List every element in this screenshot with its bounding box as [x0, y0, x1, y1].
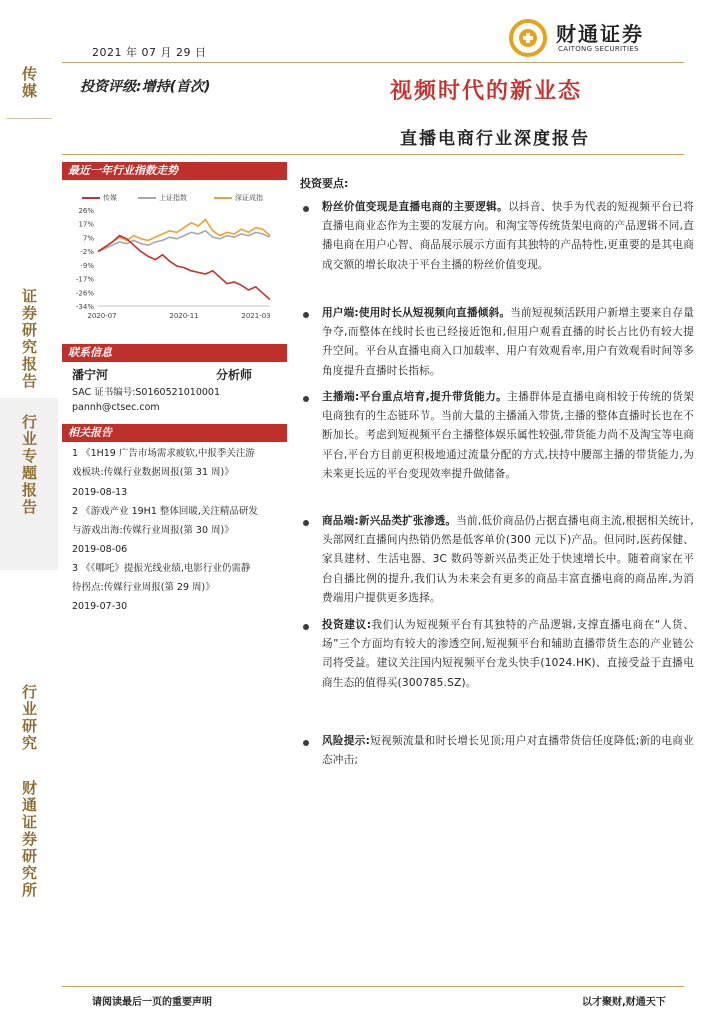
- investment-advice: [322, 616, 694, 693]
- key-point-2: [322, 304, 694, 381]
- logo-emblem-icon: [506, 18, 550, 58]
- bullet-dot-4: [303, 520, 309, 526]
- legend-label-shanghai: 上证指数: [159, 194, 187, 202]
- legend-item-shenzhen: [214, 193, 263, 203]
- key-point-4-lead: 商品端:新兴品类扩张渗透。: [322, 515, 457, 527]
- left-band-institute-label: 财通证券研究所: [20, 780, 38, 899]
- related-report-1-line1[interactable]: 1 《1H19 广告市场需求疲软,中报季关注游: [72, 448, 255, 459]
- left-band-industry-label: 传媒: [20, 66, 38, 100]
- related-report-1-date: 2019-08-13: [72, 487, 128, 498]
- legend-item-media: [82, 193, 117, 203]
- investment-advice-lead: 投资建议:: [322, 619, 372, 631]
- y-tick-label: -34%: [75, 303, 94, 311]
- investment-rating: 投资评级:增持(首次): [80, 79, 211, 95]
- key-point-1: [322, 198, 694, 275]
- y-tick-label: -17%: [75, 275, 94, 284]
- bullet-dot-2: [303, 312, 309, 318]
- key-point-3: [322, 388, 694, 484]
- bullet-dot-5: [303, 624, 309, 630]
- legend-swatch-media: [82, 197, 100, 199]
- company-logo: [500, 18, 700, 58]
- key-point-3-text: 主播群体是直播电商相较于传统的货架电商独有的生态链环节。当前大量的主播涌入带货,主播的整体直播时长也在不断加长。考虑到短视频平台主播整体娱乐属性较强,带货能力尚不及淘宝等电商平台,平台方目前更积极地通过流量分配的方式,扶持中腰部主播的带货能力,为未来更长远的平台变现效率提升做储备。: [322, 391, 694, 480]
- report-subtitle: 直播电商行业深度报告: [400, 129, 590, 149]
- related-report-3-line1[interactable]: 3 《《哪吒》提振光线业绩,电影行业仍需静: [72, 563, 251, 574]
- key-point-2-text: 当前短视频活跃用户新增主要来自存量争夺,而整体在线时长也已经接近饱和,但用户观看直播的时长占比仍有较大提升空间。平台从直播电商入口加载率、用户有效观看率,用户有效观看时间等多角度提升直播时长指标。: [322, 307, 694, 377]
- risk-warning-lead: 风险提示:: [322, 735, 371, 747]
- footer-rule: [62, 986, 684, 987]
- left-band: [0, 0, 58, 1024]
- x-tick-label: 2021-03: [241, 312, 271, 320]
- legend-item-shanghai: [138, 193, 187, 203]
- related-report-1-line2[interactable]: 戏板块:传媒行业数据周报(第 31 周)》: [72, 467, 234, 478]
- logo-english: CAITONG SECURITIES: [558, 45, 639, 53]
- legend-swatch-shanghai: [138, 197, 156, 199]
- legend-label-media: 传媒: [103, 194, 117, 202]
- key-points-heading: 投资要点:: [300, 177, 349, 190]
- related-report-2-line2[interactable]: 与游戏出海:传媒行业周报(第 30 周)》: [72, 525, 234, 536]
- legend-label-shenzhen: 深证成指: [235, 194, 263, 202]
- related-report-2-date: 2019-08-06: [72, 544, 128, 555]
- analyst-name: 潘宁河: [72, 368, 109, 382]
- y-tick-label: -2%: [80, 248, 94, 257]
- bullet-dot-3: [303, 396, 309, 402]
- bullet-dot-1: [303, 206, 309, 212]
- y-tick-label: 7%: [82, 234, 94, 243]
- y-tick-label: 17%: [78, 220, 94, 229]
- header-rule: [62, 62, 684, 63]
- contact-heading: 联系信息: [62, 344, 287, 362]
- key-point-4-text: 当前,低价商品仍占据直播电商主流,根据相关统计,头部网红直播间内热销仍然是低客单价(300 元以下)产品。但同时,医药保健、家具建材、生活电器、3C 数码等新兴品类正处于快速增长中。随着商家在平台自播比例的提升,我们认为未来会有更多的商品丰富直播电商的商品库,为消费端用户提供更多选择。: [322, 515, 694, 604]
- logo-name: 财通证券: [556, 22, 644, 46]
- key-point-1-lead: 粉丝价值变现是直播电商的主要逻辑。: [322, 201, 509, 213]
- bullet-dot-6: [303, 740, 309, 746]
- left-band-research-label: 行业研究: [20, 684, 38, 752]
- report-title: 视频时代的新业态: [390, 79, 583, 104]
- series-line-0: [98, 236, 270, 300]
- index-trend-heading: 最近一年行业指数走势: [62, 162, 287, 180]
- related-report-3-date: 2019-07-30: [72, 601, 128, 612]
- report-date: 2021 年 07 月 29 日: [92, 46, 207, 59]
- investment-advice-text: 我们认为短视频平台有其独特的产品逻辑,支撑直播电商在“人货、场”三个方面均有较大的渗透空间,短视频平台和辅助直播带货生态的产业链公司将受益。建议关注国内短视频平台龙头快手(1024.HK)、直接受益于直播电商生态的值得买(300785.SZ)。: [322, 619, 694, 689]
- y-tick-label: 26%: [78, 207, 94, 215]
- key-point-2-lead: 用户端:使用时长从短视频向直播倾斜。: [322, 307, 511, 319]
- x-tick-label: 2020-07: [87, 312, 117, 320]
- key-point-1-text: 以抖音、快手为代表的短视频平台已将直播电商业态作为主要的发展方向。和淘宝等传统货架电商的产品逻辑不同,直播电商在用户心智、商品展示展示方面有其独特的产品特性,更重要的是其电商成交额的增长取决于平台主播的粉丝价值变现。: [322, 201, 694, 271]
- left-band-report-type: 证券研究报告: [20, 288, 38, 390]
- left-band-divider: [6, 118, 52, 119]
- analyst-role: 分析师: [216, 368, 253, 382]
- related-report-2-line1[interactable]: 2 《游戏产业 19H1 整体回暖,关注精品研发: [72, 506, 258, 517]
- sac-number: SAC 证书编号:S0160521010001: [72, 387, 220, 398]
- title-rule: [62, 154, 684, 155]
- footer-disclaimer-note: 请阅读最后一页的重要声明: [92, 997, 212, 1008]
- analyst-email[interactable]: pannh@ctsec.com: [72, 402, 160, 413]
- y-tick-label: -9%: [80, 261, 94, 270]
- key-point-4: [322, 512, 694, 608]
- risk-warning-text: 短视频流量和时长增长见顶;用户对直播带货信任度降低;新的电商业态冲击;: [322, 735, 694, 767]
- footer-slogan: 以才聚财,财通天下: [582, 997, 666, 1008]
- related-reports-heading: 相关报告: [62, 424, 287, 442]
- series-line-1: [98, 231, 270, 252]
- legend-swatch-shenzhen: [214, 197, 232, 199]
- y-tick-label: -26%: [75, 289, 94, 298]
- x-tick-label: 2020-11: [169, 312, 199, 320]
- risk-warning: [322, 732, 694, 770]
- index-trend-chart: [62, 204, 287, 324]
- key-point-3-lead: 主播端:平台重点培育,提升带货能力。: [322, 391, 508, 403]
- related-report-3-line2[interactable]: 待拐点:传媒行业周报(第 29 周)》: [72, 582, 215, 593]
- left-band-box-label: 行业专题报告: [20, 414, 38, 516]
